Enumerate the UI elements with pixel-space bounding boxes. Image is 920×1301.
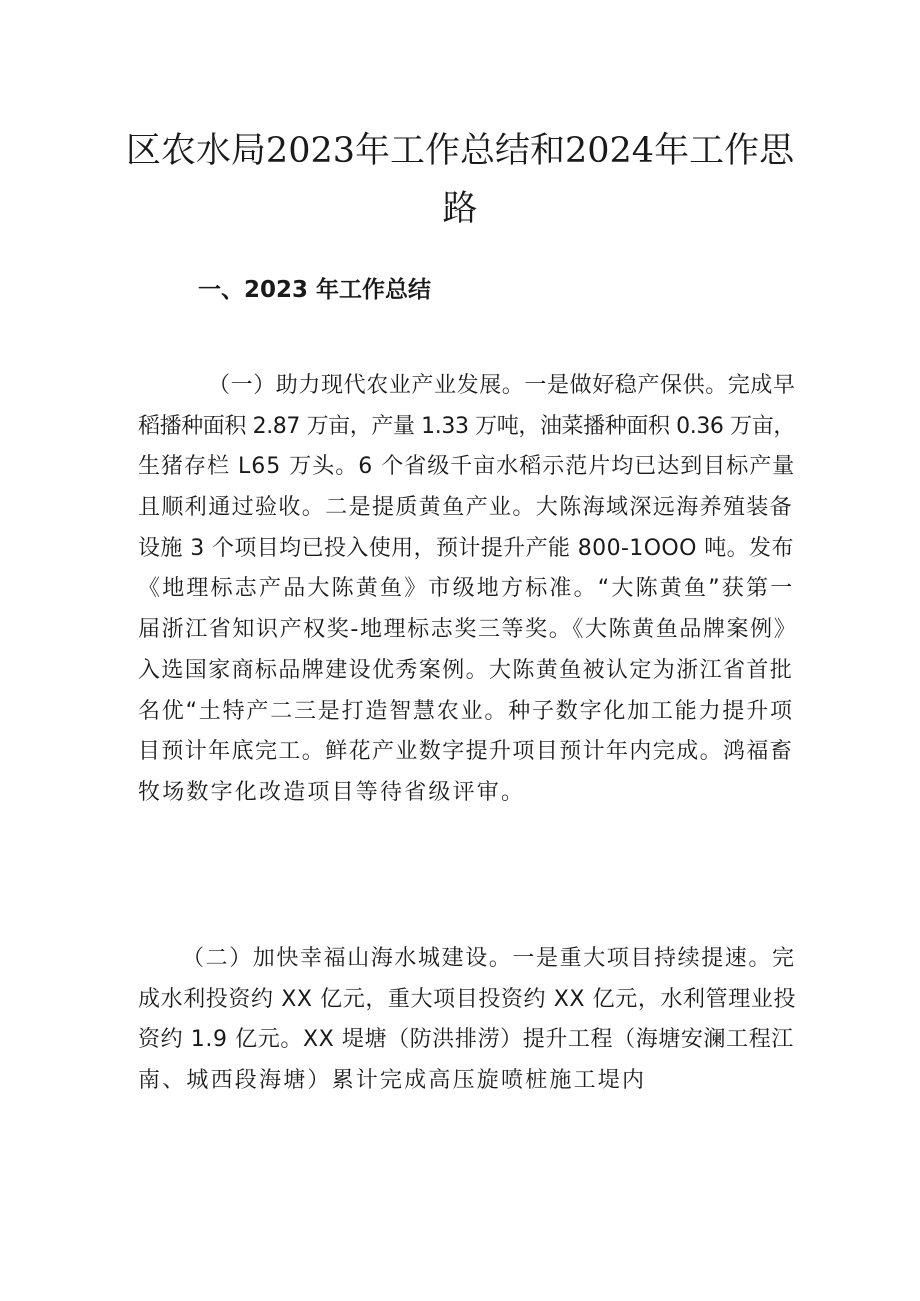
paragraph-line: 成水利投资约 XX 亿元，重大项目投资约 XX 亿元，水利管理业投 xyxy=(138,986,797,1012)
paragraph-line: 资约 1.9 亿元。XX 堤塘（防洪排涝）提升工程（海塘安澜工程江 xyxy=(138,1027,794,1053)
paragraph-line: 届浙江省知识产权奖-地理标志奖三等奖。《大陈黄鱼品牌案例》 xyxy=(138,617,798,643)
paragraph-line: 目预计年底完工。鲜花产业数字提升项目预计年内完成。鸿福畜 xyxy=(138,739,794,765)
paragraph-water-city xyxy=(138,939,798,1102)
paragraph-line: （一）助力现代农业产业发展。一是做好稳产保供。完成早 xyxy=(208,373,796,398)
paragraph-agriculture xyxy=(138,366,798,814)
paragraph-line: 且顺利通过验收。二是提质黄鱼产业。大陈海域深远海养殖装备 xyxy=(138,495,794,521)
paragraph-line: 稻播种面积 2.87 万亩，产量 1.33 万吨，油菜播种面积 0.36 万亩， xyxy=(138,413,795,439)
section-heading: 一、2023 年工作总结 xyxy=(198,277,432,303)
paragraph-line: 牧场数字化改造项目等待省级评审。 xyxy=(138,779,526,805)
paragraph-line: 入选国家商标品牌建设优秀案例。大陈黄鱼被认定为浙江省首批 xyxy=(138,657,794,683)
paragraph-line: 《地理标志产品大陈黄鱼》市级地方标准。“大陈黄鱼”获第一 xyxy=(138,576,795,602)
paragraph-line: （二）加快幸福山海水城建设。一是重大项目持续提速。完 xyxy=(182,946,796,971)
paragraph-line: 设施 3 个项目均已投入使用，预计提升产能 800-1OOO 吨。发布 xyxy=(138,535,794,561)
document-title-line-1: 区农水局2023年工作总结和2024年工作思 xyxy=(125,131,795,171)
document-title-line-2: 路 xyxy=(442,189,478,229)
paragraph-line: 生猪存栏 L65 万头。6 个省级千亩水稻示范片均已达到目标产量 xyxy=(138,454,796,480)
paragraph-line: 名优“土特产二三是打造智慧农业。种子数字化加工能力提升项 xyxy=(138,698,794,724)
paragraph-line: 南、城西段海塘）累计完成高压旋喷桩施工堤内 xyxy=(138,1068,647,1094)
